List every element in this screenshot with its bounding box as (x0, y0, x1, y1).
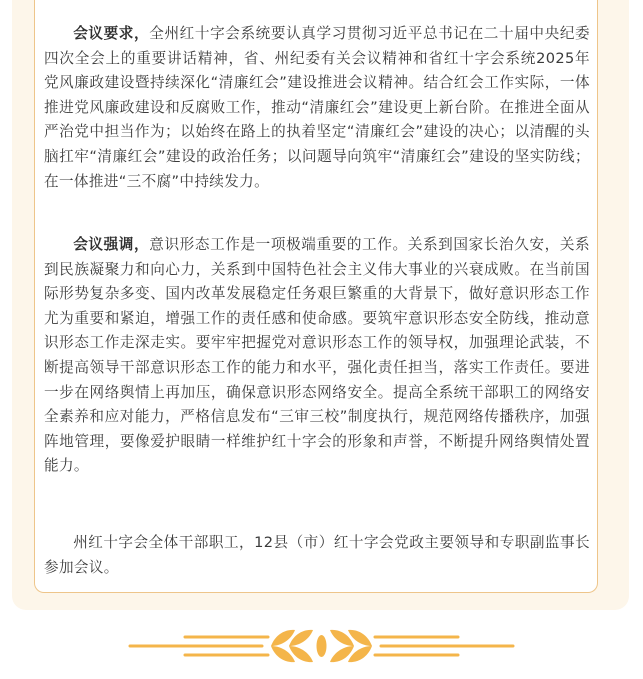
paragraph-attendees (44, 531, 590, 580)
footer-ornament (0, 620, 643, 670)
wheat-ear-icon (0, 620, 643, 670)
paragraph-body: 意识形态工作是一项极端重要的工作。关系到国家长治久安，关系到民族凝聚力和向心力，关系到中国特色社会主义伟大事业的兴衰成败。在当前国际形势复杂多变、国内改革发展稳定任务艰巨繁重的大背景下，做好意识形态工作尤为重要和紧迫，增强工作的责任感和使命感。要筑牢意识形态安全防线，推动意识形态工作走深走实。要牢牢把握党对意识形态工作的领导权，加强理论武装，不断提高领导干部意识形态工作的能力和水平，强化责任担当，落实工作责任。要进一步在网络舆情上再加压，确保意识形态网络安全。提高全系统干部职工的网络安全素养和应对能力，严格信息发布“三审三校”制度执行，规范网络传播秩序，加强阵地管理，要像爱护眼睛一样维护红十字会的形象和声誉，不断提升网络舆情处置能力。 (44, 236, 590, 475)
paragraph-meeting-emphasis (44, 233, 590, 479)
paragraph-body: 全州红十字会系统要认真学习贯彻习近平总书记在二十届中央纪委四次全会上的重要讲话精神，省、州纪委有关会议精神和省红十字会系统2025年党风廉政建设暨持续深化“清廉红会”建设推进会议精神。结合红会工作实际，一体推进党风廉政建设和反腐败工作，推动“清廉红会”建设更上新台阶。在推进全面从严治党中担当作为；以始终在路上的执着坚定“清廉红会”建设的决心；以清醒的头脑扛牢“清廉红会”建设的政治任务；以问题导向筑牢“清廉红会”建设的坚实防线；在一体推进“三不腐”中持续发力。 (44, 25, 590, 190)
paragraph-lead: 会议要求， (73, 25, 150, 42)
paragraph-meeting-requirements (44, 22, 590, 194)
paragraph-lead: 会议强调， (73, 236, 150, 253)
paragraph-body: 州红十字会全体干部职工，12县（市）红十字会党政主要领导和专职副监事长参加会议。 (44, 534, 590, 576)
